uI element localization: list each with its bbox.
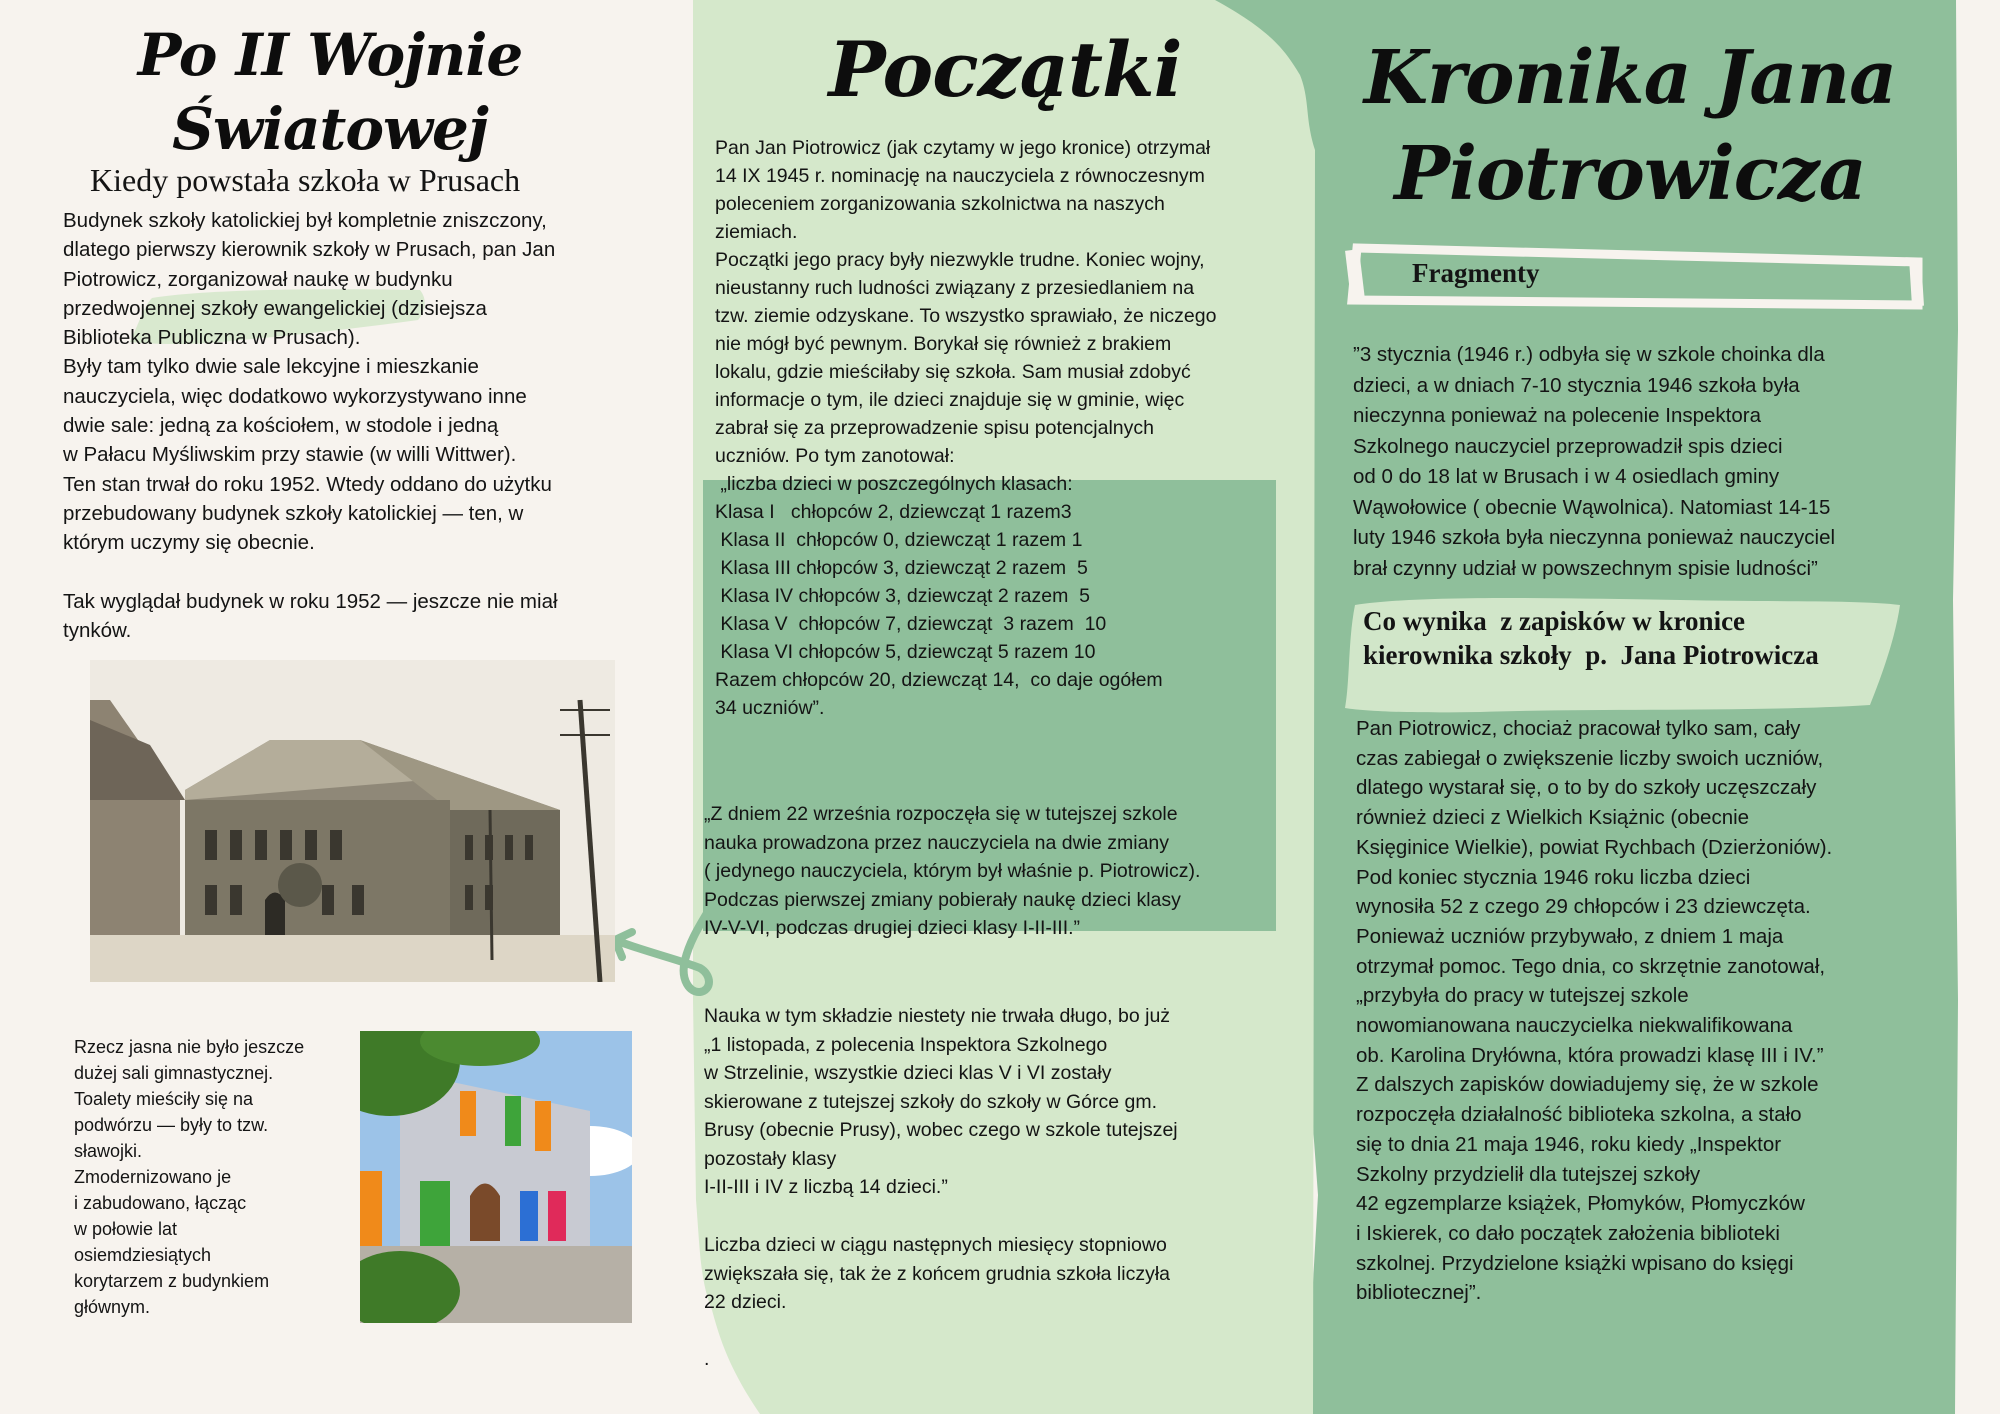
right-subheading-line2: kierownika szkoły p. Jana Piotrowicza bbox=[1363, 640, 1819, 670]
class-row: Klasa V chłopców 7, dziewcząt 3 razem 10 bbox=[715, 613, 1107, 635]
class-row: Klasa II chłopców 0, dziewcząt 1 razem 1 bbox=[715, 529, 1083, 551]
left-title-line1: Po II Wojnie bbox=[137, 21, 523, 89]
new-school-photo bbox=[360, 1031, 632, 1323]
class-total-row: Razem chłopców 20, dziewcząt 14, co daje ogółem bbox=[715, 669, 1163, 691]
class-row: Klasa I chłopców 2, dziewcząt 1 razem3 bbox=[715, 501, 1072, 523]
middle-quote-2: „Z dniem 22 września rozpoczęła się w tutejszej szkole nauka prowadzona przez nauczyciela na dwie zmiany ( jedynego nauczyciela, którym był właśnie p. Piotrowicz). Podczas pierwszej zmiany pobierały naukę dzieci klasy IV-V-VI, podczas drugiej dzieci klasy I-II-III.” bbox=[704, 803, 1201, 939]
middle-para-3: Nauka w tym składzie niestety nie trwała długo, bo już „1 listopada, z polecenia Inspektora Szkolnego w Strzelinie, wszystkie dzieci klas V i VI zostały skierowane z tutejszej szkoły do szkoły w Górce gm. Brusy (obecnie Prusy), wobec czego w szkole tutejszej pozostały klasy I-II-III i IV z liczbą 14 dzieci.” bbox=[704, 1005, 1178, 1198]
caption-text: Rzecz jasna nie było jeszcze dużej sali gimnastycznej. Toalety mieściły się na podwórzu — były to tzw. sławojki. Zmodernizowano je i zabudowano, łącząc w połowie lat osiemdziesiątych korytarzem z budynkiem głównym. bbox=[74, 1037, 305, 1317]
class-row: Klasa IV chłopców 3, dziewcząt 2 razem 5 bbox=[715, 585, 1091, 607]
class-total-row: 34 uczniów”. bbox=[715, 697, 825, 719]
old-school-photo bbox=[90, 660, 615, 982]
middle-para-4: Liczba dzieci w ciągu następnych miesięcy stopniowo zwiększała się, tak że z końcem grudnia szkoła liczyła 22 dzieci. bbox=[704, 1234, 1171, 1313]
class-row: Klasa VI chłopców 5, dziewcząt 5 razem 10 bbox=[715, 641, 1096, 663]
right-quote: ”3 stycznia (1946 r.) odbyła się w szkole choinka dla dzieci, a w dniach 7-10 stycznia 1946 szkoła była nieczynna ponieważ na polecenie Inspektora Szkolnego nauczyciel przeprowadził spis dzieci od 0 do 18 lat w Brusach i w 4 osiedlach gminy Wąwołowice ( obecnie Wąwolnica). Natomiast 14-15 luty 1946 szkoła była nieczynna ponieważ nauczyciel brał czynny udział w powszechnym spisie ludności” bbox=[1353, 343, 1836, 580]
left-subtitle: Kiedy powstała szkoła w Prusach bbox=[90, 162, 521, 198]
middle-title: Początki bbox=[828, 25, 1182, 114]
left-body-text: Budynek szkoły katolickiej był kompletnie zniszczony, dlatego pierwszy kierownik szkoły w Prusach, pan Jan Piotrowicz, zorganizował naukę w budynku przedwojennej szkoły ewangelickiej (dzisiejsza Biblioteka Publiczna w Prusach). Były tam tylko dwie sale lekcyjne i mieszkanie nauczyciela, więc dodatkowo wykorzystywano inne dwie sale: jedną za kościołem, w stodole i jedną w Pałacu Myśliwskim przy stawie (w willi Wittwer). Ten stan trwał do roku 1952. Wtedy oddano do użytku przebudowany budynek szkoły katolickiej — ten, w którym uczymy się obecnie. Tak wyglądał budynek w roku 1952 — jeszcze nie miał tynków. bbox=[63, 209, 558, 643]
right-subheading bbox=[1363, 604, 1819, 672]
class-list-intro: „liczba dzieci w poszczególnych klasach: bbox=[715, 473, 1073, 495]
fragmenty-label: Fragmenty bbox=[1412, 258, 1540, 288]
left-title bbox=[100, 18, 560, 166]
right-body: Pan Piotrowicz, chociaż pracował tylko sam, cały czas zabiegał o zwiększenie liczby swoich uczniów, dlatego wystarał się, o to by do szkoły uczęszczały również dzieci z Wielkich Książnic (obecnie Księginice Wielkie), powiat Rychbach (Dzierżoniów). Pod koniec stycznia 1946 roku liczba dzieci wynosiła 52 z czego 29 chłopców i 23 dziewczęta. Ponieważ uczniów przybywało, z dniem 1 maja otrzymał pomoc. Tego dnia, co skrzętnie zanotował, „przybyła do pracy w tutejszej szkole nowomianowana nauczycielka niekwalifikowana ob. Karolina Dryłówna, która prowadzi klasę III i IV.” Z dalszych zapisków dowiadujemy się, że w szkole rozpoczęła działalność biblioteka szkolna, a stało się to dnia 21 maja 1946, roku kiedy „Inspektor Szkolny przydzielił dla tutejszej szkoły 42 egzemplarze książek, Płomyków, Płomyczków i Iskierek, co dało początek założenia biblioteki szkolnej. Przydzielone książki wpisano do księgi bibliotecznej”. bbox=[1356, 717, 1833, 1305]
right-title bbox=[1340, 30, 1920, 222]
class-row: Klasa III chłopców 3, dziewcząt 2 razem 5 bbox=[715, 557, 1088, 579]
class-list bbox=[715, 470, 1275, 722]
middle-para-1: Pan Jan Piotrowicz (jak czytamy w jego kronice) otrzymał 14 IX 1945 r. nominację na nauczyciela z równoczesnym poleceniem zorganizowania szkolnictwa na naszych ziemiach. Początki jego pracy były niezwykle trudne. Koniec wojny, nieustanny ruch ludności związany z przesiedlaniem na tzw. ziemie odzyskane. To wszystko sprawiało, że niczego nie mógł być pewnym. Borykał się również z brakiem lokalu, gdzie mieściłaby się szkoła. Sam musiał zdobyć informacje o tym, ile dzieci znajduje się w gminie, więc zabrał się za przeprowadzenie spisu potencjalnych uczniów. Po tym zanotował: bbox=[715, 137, 1217, 467]
trailing-dot: . bbox=[704, 1348, 710, 1370]
right-title-line1: Kronika Jana bbox=[1363, 35, 1897, 121]
right-subheading-line1: Co wynika z zapisków w kronice bbox=[1363, 606, 1746, 636]
right-title-line2: Piotrowicza bbox=[1394, 131, 1866, 217]
left-title-line2: Światowej bbox=[172, 95, 488, 163]
